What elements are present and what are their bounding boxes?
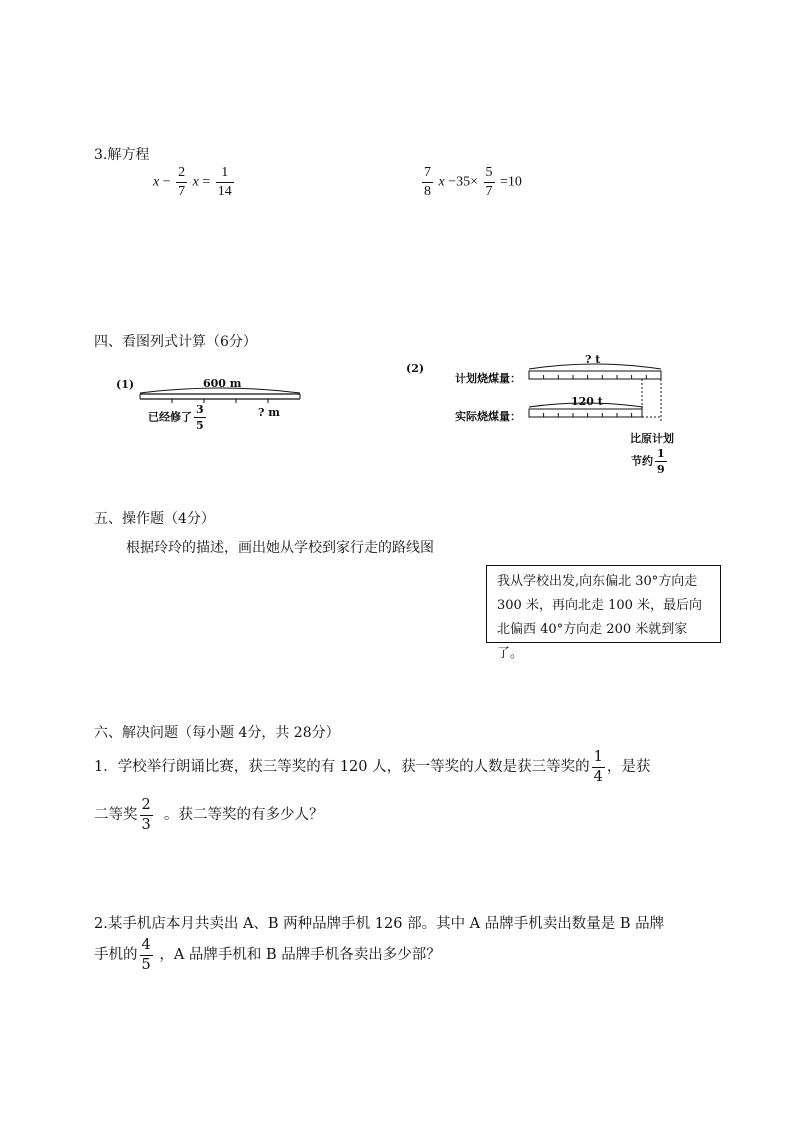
eq2-fraction2: $\frac{5}{7}$ <box>485 165 493 199</box>
fig2-actual-label: 实际烧煤量： <box>455 410 521 423</box>
fig1-unknown: ? m <box>258 406 280 419</box>
question-1-line-2: 二等奖 $\frac{2}{3}$ 。获二等奖的有多少人？ <box>94 797 324 833</box>
eq2-fraction: $\frac{7}{8}$ <box>424 165 431 199</box>
fig2-plan-unknown: ? t <box>585 353 601 366</box>
fig2-label: (2) <box>406 362 425 375</box>
equation-1 <box>153 166 236 199</box>
q1-fraction: $\frac{1}{4}$ <box>593 749 603 785</box>
q2-fraction: $\frac{4}{5}$ <box>141 937 151 973</box>
eq2-x: x <box>438 174 445 190</box>
fig1-label: (1) <box>116 378 135 391</box>
fig2-save2: 节约 $\frac{1}{9}$ <box>631 447 665 476</box>
eq2-rhs: =10 <box>500 174 522 190</box>
fig2-save1: 比原计划 <box>630 432 674 445</box>
fig2-actual-value: 120 t <box>571 395 603 408</box>
fig1-brace <box>140 388 300 393</box>
section6-title: 六、解决问题（每小题 4分，共 28分） <box>94 725 340 741</box>
fig2-actual-brace <box>529 403 643 407</box>
section3-title: 3.解方程 <box>94 147 150 163</box>
section5-instruction: 根据玲玲的描述，画出她从学校到家行走的路线图 <box>126 540 434 556</box>
fig1-done: 已经修了 $\frac{3}{5}$ <box>148 403 204 432</box>
eq2-mid: −35× <box>448 174 479 190</box>
eq1-x2: x <box>192 174 199 190</box>
eq1-minus: − <box>162 174 171 190</box>
question-1-line-1: 1．学校举行朗诵比赛，获三等奖的有 120 人，获一等奖的人数是获三等奖的 $\frac{1}{4}$ ，是获 <box>94 749 651 785</box>
equation-2 <box>420 166 522 199</box>
q1-fraction-2: $\frac{2}{3}$ <box>141 797 151 833</box>
fig2-plan-label: 计划烧煤量： <box>455 372 521 385</box>
question-2-line-2: 手机的 $\frac{4}{5}$ ，A 品牌手机和 B 品牌手机各卖出多少部？ <box>94 937 441 973</box>
eq1-x: x <box>153 174 160 190</box>
description-box: 我从学校出发,向东偏北 30°方向走 300 米，再向北走 100 米，最后向北偏西 40°方向走 200 米就到家了。 <box>486 565 721 643</box>
eq1-rhs-fraction: $\frac{1}{14}$ <box>217 165 232 199</box>
section5-title: 五、操作题（4分） <box>94 511 215 527</box>
section4-title: 四、看图列式计算（6分） <box>94 334 257 350</box>
eq1-fraction: $\frac{2}{7}$ <box>178 165 186 199</box>
fig2-bar-diagram <box>525 355 665 425</box>
fig2-plan-brace <box>529 364 661 369</box>
eq1-equals: = <box>202 174 211 190</box>
question-2-line-1: 2.某手机店本月共卖出 A、B 两种品牌手机 126 部。其中 A 品牌手机卖出数量是 B 品牌 <box>94 916 665 932</box>
fig1-total: 600 m <box>203 377 242 390</box>
